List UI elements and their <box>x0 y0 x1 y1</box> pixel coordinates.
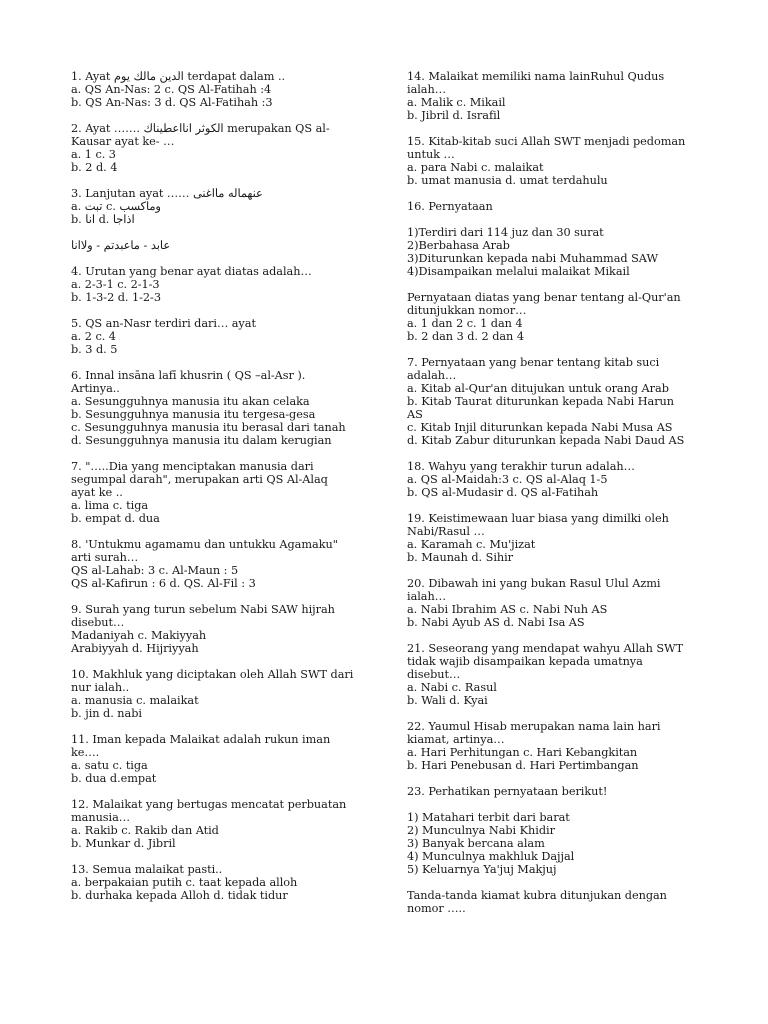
text-line: b. 3 d. 5 <box>71 343 118 356</box>
text-line: untuk … <box>407 148 455 161</box>
left-question-block-13 <box>71 798 371 850</box>
text-line: b. durhaka kepada Alloh d. tidak tidur <box>71 889 288 902</box>
text-line: 4)Disampaikan melalui malaikat Mikail <box>407 265 630 278</box>
text-line: b. انا d. اذاجا <box>71 213 135 226</box>
text-line: b. Nabi Ayub AS d. Nabi Isa AS <box>407 616 585 629</box>
text-line: 20. Dibawah ini yang bukan Rasul Ulul Azmi <box>407 577 661 590</box>
left-question-block-10 <box>71 603 371 655</box>
text-line: ke…. <box>71 746 100 759</box>
text-line: Madaniyah c. Makiyyah <box>71 629 207 642</box>
text-line: QS al-Kafirun : 6 d. QS. Al-Fil : 3 <box>71 577 256 590</box>
text-line: 13. Semua malaikat pasti.. <box>71 863 223 876</box>
text-line: Artinya.. <box>71 382 120 395</box>
text-line: nomor ….. <box>407 902 466 915</box>
left-question-block-8 <box>71 460 371 525</box>
text-line: segumpal darah", merupakan arti QS Al-Alaq <box>71 473 328 486</box>
text-line: 1) Matahari terbit dari barat <box>407 811 570 824</box>
text-line: b. dua d.empat <box>71 772 157 785</box>
text-line: b. QS al-Mudasir d. QS al-Fatihah <box>407 486 599 499</box>
left-question-block-5 <box>71 265 371 304</box>
text-line: 7. "…..Dia yang menciptakan manusia dari <box>71 460 314 473</box>
text-line: 16. Pernyataan <box>407 200 493 213</box>
text-line: nur ialah.. <box>71 681 130 694</box>
left-question-block-2 <box>71 122 371 174</box>
text-line: 2. Ayat ……. الكوثر انااعطيناك merupakan QS al- <box>71 122 330 135</box>
text-line: 4) Munculnya makhluk Dajjal <box>407 850 575 863</box>
left-question-block-11 <box>71 668 371 720</box>
text-line: b. jin d. nabi <box>71 707 142 720</box>
text-line: ayat ke .. <box>71 486 123 499</box>
text-line: b. Wali d. Kyai <box>407 694 488 707</box>
right-question-block-12 <box>407 889 707 915</box>
text-line: b. umat manusia d. umat terdahulu <box>407 174 608 187</box>
text-line: 18. Wahyu yang terakhir turun adalah… <box>407 460 635 473</box>
left-column <box>71 70 371 915</box>
text-line: a. Hari Perhitungan c. Hari Kebangkitan <box>407 746 638 759</box>
text-line: a. Nabi c. Rasul <box>407 681 497 694</box>
text-line: 1)Terdiri dari 114 juz dan 30 surat <box>407 226 604 239</box>
left-question-block-4 <box>71 239 371 252</box>
text-line: c. Kitab Injil diturunkan kepada Nabi Musa AS <box>407 421 673 434</box>
text-line: a. Malik c. Mikail <box>407 96 506 109</box>
text-line: a. para Nabi c. malaikat <box>407 161 544 174</box>
text-line: 6. Innal insāna lafī khusrin ( QS –al-Asr ). <box>71 369 306 382</box>
text-line: a. 2 c. 4 <box>71 330 116 343</box>
text-line: 3. Lanjutan ayat …… عنهماله مااغنى <box>71 187 263 200</box>
text-line: a. Rakib c. Rakib dan Atid <box>71 824 219 837</box>
text-line: a. QS al-Maidah:3 c. QS al-Alaq 1-5 <box>407 473 608 486</box>
text-line: kiamat, artinya… <box>407 733 505 746</box>
text-line: 14. Malaikat memiliki nama lainRuhul Qudus <box>407 70 665 83</box>
left-question-block-9 <box>71 538 371 590</box>
text-line: a. berpakaian putih c. taat kepada alloh <box>71 876 298 889</box>
text-line: b. 1-3-2 d. 1-2-3 <box>71 291 161 304</box>
text-line: 8. 'Untukmu agamamu dan untukku Agamaku" <box>71 538 338 551</box>
text-line: 9. Surah yang turun sebelum Nabi SAW hijrah <box>71 603 335 616</box>
text-line: QS al-Lahab: 3 c. Al-Maun : 5 <box>71 564 239 577</box>
left-question-block-7 <box>71 369 371 447</box>
right-question-block-6 <box>407 460 707 499</box>
text-line: b. Maunah d. Sihir <box>407 551 514 564</box>
left-question-block-3 <box>71 187 371 226</box>
right-question-block-9 <box>407 642 707 707</box>
text-line: 7. Pernyataan yang benar tentang kitab suci <box>407 356 660 369</box>
text-line: a. satu c. tiga <box>71 759 148 772</box>
text-line: 2)Berbahasa Arab <box>407 239 510 252</box>
text-line: 3) Banyak bercana alam <box>407 837 545 850</box>
text-line: 22. Yaumul Hisab merupakan nama lain hari <box>407 720 661 733</box>
text-line: Nabi/Rasul … <box>407 525 485 538</box>
text-line: 23. Perhatikan pernyataan berikut! <box>407 785 608 798</box>
right-question-block-3 <box>407 200 707 278</box>
text-line: 10. Makhluk yang diciptakan oleh Allah SWT dari <box>71 668 354 681</box>
left-question-block-12 <box>71 733 371 785</box>
right-question-block-11 <box>407 785 707 876</box>
text-line: 5. QS an-Nasr terdiri dari… ayat <box>71 317 256 330</box>
text-line: b. Sesungguhnya manusia itu tergesa-gesa <box>71 408 316 421</box>
text-line: adalah… <box>407 369 457 382</box>
text-line: a. 1 dan 2 c. 1 dan 4 <box>407 317 523 330</box>
text-line: d. Sesungguhnya manusia itu dalam kerugian <box>71 434 332 447</box>
text-line: a. 1 c. 3 <box>71 148 116 161</box>
text-line: عابد - ماعبدتم - ولاانا <box>71 239 171 252</box>
text-line: b. empat d. dua <box>71 512 160 525</box>
text-line: AS <box>407 408 423 421</box>
text-line: b. 2 dan 3 d. 2 dan 4 <box>407 330 524 343</box>
line-gap <box>407 213 707 226</box>
text-line: 21. Seseorang yang mendapat wahyu Allah SWT <box>407 642 684 655</box>
right-question-block-4 <box>407 291 707 343</box>
text-line: 11. Iman kepada Malaikat adalah rukun iman <box>71 733 331 746</box>
text-line: 19. Keistimewaan luar biasa yang dimilki oleh <box>407 512 669 525</box>
text-line: 5) Keluarnya Ya'juj Makjuj <box>407 863 557 876</box>
text-line: d. Kitab Zabur diturunkan kepada Nabi Daud AS <box>407 434 685 447</box>
text-line: disebut… <box>71 616 125 629</box>
text-line: Pernyataan diatas yang benar tentang al-Qur'an <box>407 291 681 304</box>
text-line: a. QS An-Nas: 2 c. QS Al-Fatihah :4 <box>71 83 272 96</box>
text-line: a. Sesungguhnya manusia itu akan celaka <box>71 395 310 408</box>
text-line: ialah… <box>407 83 446 96</box>
right-question-block-8 <box>407 577 707 629</box>
text-line: b. Hari Penebusan d. Hari Pertimbangan <box>407 759 639 772</box>
text-line: Kausar ayat ke- … <box>71 135 175 148</box>
text-line: arti surah… <box>71 551 139 564</box>
text-line: Tanda-tanda kiamat kubra ditunjukan dengan <box>407 889 667 902</box>
text-line: tidak wajib disampaikan kepada umatnya <box>407 655 643 668</box>
text-line: a. manusia c. malaikat <box>71 694 199 707</box>
left-question-block-6 <box>71 317 371 356</box>
text-line: b. Jibril d. Israfil <box>407 109 501 122</box>
text-line: a. Nabi Ibrahim AS c. Nabi Nuh AS <box>407 603 608 616</box>
text-line: b. Munkar d. Jibril <box>71 837 176 850</box>
right-question-block-5 <box>407 356 707 447</box>
text-line: disebut… <box>407 668 461 681</box>
text-line: manusia… <box>71 811 131 824</box>
text-line: a. 2-3-1 c. 2-1-3 <box>71 278 160 291</box>
left-question-block-14 <box>71 863 371 902</box>
text-line: Arabiyyah d. Hijriyyah <box>71 642 199 655</box>
text-line: a. Karamah c. Mu'jizat <box>407 538 536 551</box>
text-line: c. Sesungguhnya manusia itu berasal dari tanah <box>71 421 346 434</box>
right-question-block-2 <box>407 135 707 187</box>
text-line: b. 2 d. 4 <box>71 161 118 174</box>
text-line: 1. Ayat الدين مالك يوم terdapat dalam .. <box>71 70 286 83</box>
right-column <box>407 70 707 928</box>
text-line: a. Kitab al-Qur'an ditujukan untuk orang Arab <box>407 382 669 395</box>
text-line: a. lima c. tiga <box>71 499 149 512</box>
right-question-block-1 <box>407 70 707 122</box>
text-line: ditunjukkan nomor… <box>407 304 527 317</box>
right-question-block-7 <box>407 512 707 564</box>
left-question-block-1 <box>71 70 371 109</box>
line-gap <box>407 798 707 811</box>
text-line: 4. Urutan yang benar ayat diatas adalah… <box>71 265 312 278</box>
text-line: 2) Munculnya Nabi Khidir <box>407 824 555 837</box>
text-line: 12. Malaikat yang bertugas mencatat perbuatan <box>71 798 347 811</box>
text-line: 3)Diturunkan kepada nabi Muhammad SAW <box>407 252 659 265</box>
text-line: a. تبت c. وماكسب <box>71 200 161 213</box>
text-line: b. QS An-Nas: 3 d. QS Al-Fatihah :3 <box>71 96 273 109</box>
right-question-block-10 <box>407 720 707 772</box>
text-line: ialah… <box>407 590 446 603</box>
text-line: 15. Kitab-kitab suci Allah SWT menjadi pedoman <box>407 135 686 148</box>
text-line: b. Kitab Taurat diturunkan kepada Nabi Harun <box>407 395 675 408</box>
